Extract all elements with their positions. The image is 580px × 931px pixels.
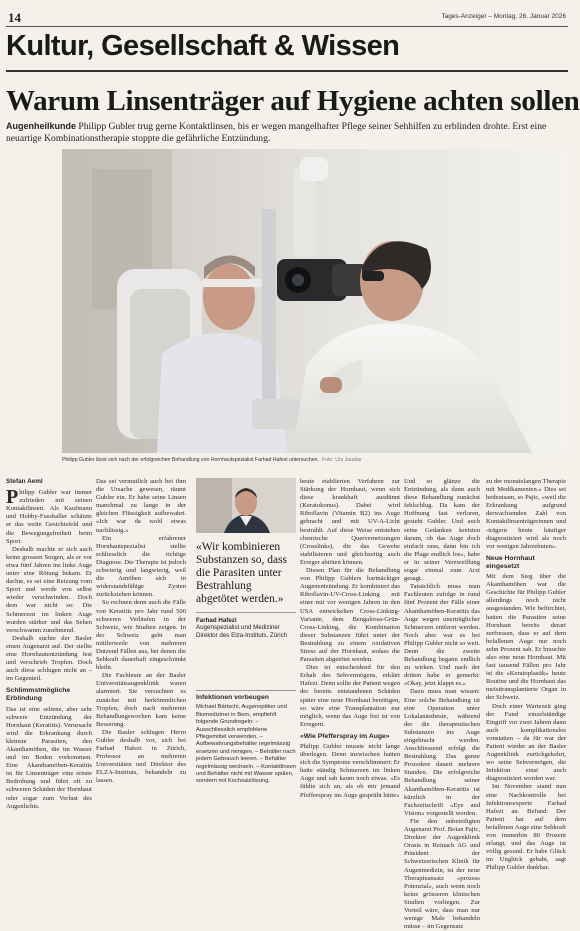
article-deck bbox=[6, 120, 568, 145]
deck-text: Philipp Gubler trug gerne Kontaktlinsen, bis er wegen mangelhafter Pflege seiner Sehhilfen zu erblinden drohte. Erst eine neuartige Kombinationstherapie stoppte die gefährliche Entzündung. bbox=[6, 121, 547, 144]
article-headline: Warum Linsenträger auf Hygiene achten sollen bbox=[6, 85, 580, 117]
paragraph bbox=[6, 486, 92, 546]
subheading: Schlimmstmögliche Erblindung bbox=[6, 687, 71, 703]
page-header bbox=[6, 10, 566, 24]
eye-exam-photo bbox=[62, 149, 568, 453]
paragraph: Die Basler schlugen Herrn Gubler deshalb vor, sich bei Farhad Hafezi in Zürich, Professor an mehreren Universitäten und Direktor des ELZA-Instituts, behandeln zu lassen. bbox=[96, 728, 186, 785]
subheading: «Wie Pfefferspray im Auge» bbox=[300, 732, 390, 740]
paragraph: heute etablierten Verfahren zur Stärkung der Hornhaut, wenn sich diese krankhaft ausdünnt (Keratokonus). Dabei wird Riboflavin (Vitamin B2) ins Auge gebracht und mit UV-A-Licht bestrahlt. Auf diese Weise entstehen chemische Quervernetzungen (Crosslinks), die das Gewebe stabilisieren und gleichzeitig auch Erreger abtöten können. bbox=[300, 478, 400, 566]
subheading: Neue Hornhaut eingesetzt bbox=[486, 554, 535, 570]
paragraph: Doch einer Wartezeit ging der Fund einzelständige Eingriff vor zwei Jahren dann auch komplikationslos vonstatten – da für war der Patient wieder an der Basler Augenklinik zurückgekehrt, wo seine Sehvermögen, die Infektion einst auch diagnostiziert worden war. bbox=[486, 702, 566, 783]
infobox-text: Michael Bärtschi, Augenoptiker und Biomediziner in Bern, empfiehlt folgende Grundregeln: – Ausschliesslich empfohlene Pflegemittel verwenden. – Aufbewahrungsbehälter regelmässig ersetzen und reinigen. – Behälter nach jedem Gebrauch leeren. – Behälter regelmässig wechseln. – Kontaktlinsen und Behälter nicht mit Wasser spülen, sondern mit Kochsalzlösung. bbox=[196, 704, 296, 785]
pull-quote-box bbox=[196, 478, 296, 639]
caption-text: Philipp Gubler lässt sich nach der erfolgreichen Behandlung von Hornhautspezialist Farhad Hafezi untersuchen. bbox=[62, 457, 319, 463]
drop-cap: P bbox=[6, 486, 19, 509]
quote-attribution-role: Augenspezialist und Mediziner Direktor des Elza-Instituts, Zürich bbox=[196, 624, 288, 639]
photo-credit: Foto: Urs Jaudas bbox=[321, 457, 362, 463]
infobox bbox=[196, 690, 296, 786]
article-photo bbox=[62, 149, 568, 453]
paragraph: Für den unbeteiligten Augenarzt Prof. Boian Pajic, Direktor der Augenklinik Orasis in Reinach AG und Präsident der Schweizerischen Klinik für Augenmedizin, ist der neue Therapieansatz «prozess Potenzial», auch wenn noch keine grösseren klinischen Studien vorliegen. Zur Vorteil wäre, dass man nur wenige Male behandeln müsse – im Gegensatz bbox=[404, 817, 480, 931]
section-rule bbox=[6, 70, 568, 72]
paragraph: Und so glänze die Entzündung, als dann auch diese Behandlung zunächst fehlschlug. Da kam der Hoffnung fast verloren, gesteht Gubler. Und auch seine Gedanken kreisten darum, ob das Auge doch einfach raus, dann bin ich die Plage endlich los», habe er in seiner Verzweiflung sogar einmal zum Arzt gesagt. bbox=[404, 478, 480, 583]
masthead-info: Tages-Anzeiger – Montag, 26. Januar 2026 bbox=[441, 13, 566, 20]
article-column-1 bbox=[6, 478, 92, 811]
paragraph: zu der monatelangen Therapie mit Medikamenten.» Dies sei bedeutsam, so Pajic, «weil die Erkrankung aufgrund derwachsenden Zahl von Kontaktlinsenträgerinnen und -trägern heute häufiger diagnostiziert wird als noch vor wenigen Jahrzehnten». bbox=[486, 478, 566, 550]
quote-attribution-name: Farhad Hafezi bbox=[196, 617, 237, 624]
paragraph-text: hilipp Gubler war immer zufrieden mit seinen Kontaktlinsen. Als Kaufmann und Hobby-Fussballer schätzte er das weite Gesichtsfeld und die Bewegungsfreiheit beim Sport. bbox=[6, 489, 92, 545]
paragraph: Tatsächlich muss man Fachleuten zufolge in rund fünf Prozent der Fälle einer Akanthamöben-Keratitis das Auge wegen unerträglicher Schmerzen entfernt werden. Noch aber war es bei Philipp Gubler nicht so weit. Denn die zweite Behandlung begann endlich zu wirken. Und nach der dritten habe er gemerkt: «Okay, jetzt klappt es.» bbox=[404, 583, 481, 688]
header-rule bbox=[6, 26, 568, 27]
pull-quote-text: «Wir kombinieren Substanzen so, dass die Parasiten unter Bestrahlung abgetötet werden.» bbox=[196, 541, 288, 605]
paragraph: Die Fachleute an der Basler Universitätsaugenklinik waren alarmiert. Sie versuchten es zunächst mit herkömmlichen Tropfen, doch nach mehreren Behandlungswochen kam keine Besserung. bbox=[96, 672, 186, 728]
paragraph: Das ist eine seltene, aber sehr schwere Entzündung der Hornhaut (Keratitis). Verursacht wird die Erkrankung durch kleinste Parasiten, den Akanthamöben, die im Wasser und im Boden vorkommen. Eine Akanthamöben-Keratitis ist für Linsenträger eine ernste Bedrohung und führt oft zu schweren Schäden der Hornhaut oder sogar zum Verlust des Augenlichts. bbox=[6, 705, 92, 810]
paragraph: Mit dem Sieg über die Akanthamöben war die Geschichte für Philipp Gubler allerdings noch nicht ausgestanden. Wie befürchtet, hatten die Parasiten seine Hornhaut bereits derart zerfressen, dass er auf dem befallenen Auge nur noch zehn Prozent sah. Er brauchte also eine neue Hornhaut. Mit fast tausend Fällen pro Jahr ist die «Keratoplastik» heute Routine und die Hornhaut das meisttransplantierte Organ in der Schweiz. bbox=[486, 573, 566, 702]
article-column-2 bbox=[96, 478, 186, 786]
paragraph: Ein erfahrener Hornhautspezialist stellte schliesslich die richtige Diagnose. Die Therapie ist jedoch schwierig und langwierig, weil die Amöben sich in widerstandsfähige Zysten zurückziehen können. bbox=[96, 534, 186, 599]
paragraph: So rechnen denn auch die Fälle von Keratitis pro Jahr rund 500 schweren Verläufen in der Schweiz, wie Studien zeigen. In der Schweiz geht man mittlerweile von mehreren Dutzend Fällen aus, bei denen die Sehkraft dauerhaft eingeschränkt bleibt. bbox=[96, 599, 186, 672]
infobox-title: Infektionen vorbeugen bbox=[196, 690, 296, 701]
section-title: Kultur, Gesellschaft & Wissen bbox=[6, 30, 400, 62]
portrait-photo bbox=[196, 478, 296, 533]
paragraph: Philipp Gubler musste nicht lange überlegen. Denn inzwischen hatten sich die Symptome verschlimmert: Er hatte ständig Schmerzen im linken Auge und sah kaum noch etwas. «Es fühlte sich an, als ob mir jemand Pfefferspray ins Auge gesprüht hätte» bbox=[300, 743, 400, 799]
paragraph: Deshalb machte er sich auch keine grossen Sorgen, als er vor etwa fünf Jahren ins linke Auge unter eine Rötung bekam. Er dachte, es sei eine Reizung vom Sport und werde von selbst wieder verschwinden. Doch dem war nicht so: Die Schmerzen im linken Auge wurden stärker und das Sehen verschwamm zunehmend. bbox=[6, 545, 92, 634]
photo-caption bbox=[62, 457, 568, 463]
paragraph: Dazu muss man wissen: Eine solche Behandlung ist eine Operation unter Lokalanästhesie, während der die therapeutischen Substanzen ins Auge eingebracht werden. Anschliessend erfolgt die Bestrahlung. Das ganze Prozedere dauert mehrere Stunden. Die erfolgreiche Behandlung seiner Akanthamöben-Keratitis ist kürzlich in der Fachzeitschrift «Eye and Vision» vorgestellt worden. bbox=[404, 688, 480, 817]
page-number: 14 bbox=[8, 10, 21, 25]
article-column-5 bbox=[404, 478, 480, 931]
deck-kicker: Augenheilkunde bbox=[6, 121, 77, 131]
article-column-4 bbox=[300, 478, 400, 800]
quote-rule bbox=[196, 612, 296, 613]
portrait-image bbox=[196, 478, 296, 533]
paragraph: Diesen Plan für die Behandlung von Philipp Gublers hartnäckiger Augenentzündung. Er kombiniert das Riboflavin-UV-Cross-Linking mit einer mit vor wenigen Jahren in den USA entwickelten Cross-Linking-Variante, dem Bengalrosa-Grün-Cross-Linking, die Kombination dieser Substanzen führt unter der Bestrahlung zu einem oxidativen Stress auf der Hornhaut, sodass die Parasiten abgetötet werden. bbox=[300, 567, 400, 664]
article-column-6 bbox=[486, 478, 566, 873]
paragraph: Im November stand nun eine Nachkontrolle bei Infektionsexperte Farhad Hafezi an. Befund: Der Patient hat auf dem befallenen Auge eine Sehkraft von immerhin 80 Prozent erlangt, und das Auge ist völlig gesund. Er habe Glück im Unglück gehabt, sagt Philipp Gubler dankbar. bbox=[486, 783, 566, 872]
byline: Stefan Aeml bbox=[6, 478, 43, 485]
paragraph: Deshalb suchte der Basler einen Augenarzt auf. Der stellte eine Hornhautentzündung fest und verschrieb Tropfen. Doch auch diese schlugen nicht an – im Gegenteil. bbox=[6, 634, 92, 683]
paragraph: Dies ist entscheidend für den Erhalt des Sehvermögens, erklärt Hafezi. Denn sollte der Patient wegen der bereits entstandenen Schäden später eine neue Hornhaut benötigen, so wäre eine Transplantation nur möglich, wenn das Auge frei ist von Erregern. bbox=[300, 664, 400, 728]
paragraph: Das sei vermutlich auch bei ihm die Ursache gewesen, räumt Gubler ein. Er habe seine Linsen manchmal zu lange in der gleichen Flüssigkeit aufbewahrt. «Ich war da wohl etwas nachlässig.» bbox=[96, 478, 186, 534]
